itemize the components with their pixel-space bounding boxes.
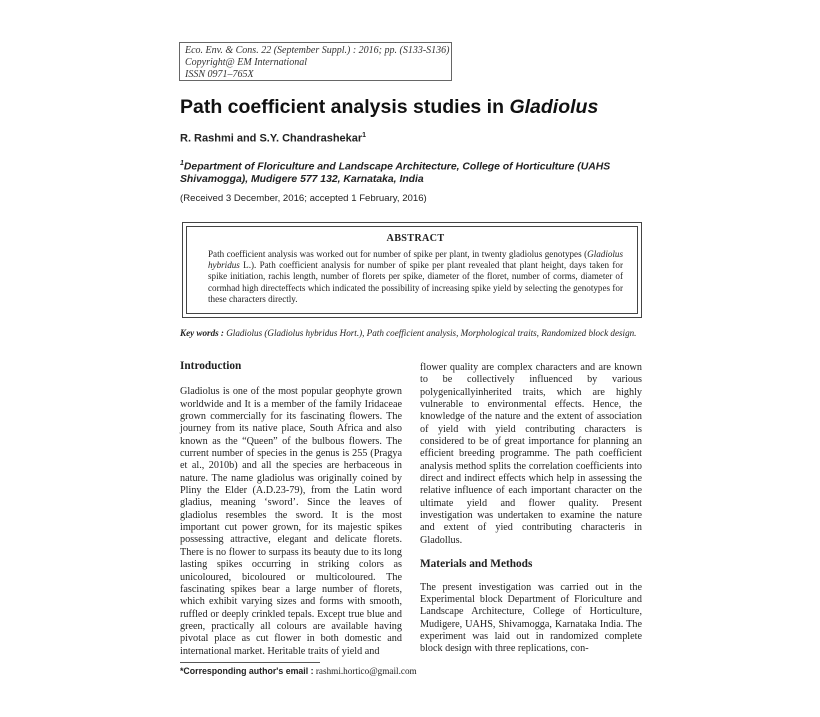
- affiliation-marker: 1: [180, 160, 184, 167]
- affiliation: [180, 157, 640, 186]
- abstract-text: [208, 249, 623, 305]
- abstract-text-start: Path coefficient analysis was worked out for number of spike per plant, in twenty gladiolus genotypes (: [208, 249, 588, 259]
- footnote-divider: [180, 662, 320, 663]
- journal-citation-box: [179, 42, 452, 81]
- affiliation-text: Department of Floriculture and Landscape Architecture, College of Horticulture (UAHS Shivamogga), Mudigere 577 132, Karnataka, India: [180, 161, 611, 186]
- journal-copyright-line: Copyright@ EM International: [185, 57, 307, 68]
- left-column: [180, 360, 402, 658]
- footnote-label: *Corresponding author's email :: [180, 666, 314, 676]
- paper-title: [180, 96, 598, 119]
- journal-issn-line: ISSN 0971–765X: [185, 69, 254, 80]
- methods-heading: Materials and Methods: [420, 558, 533, 571]
- author-names: R. Rashmi and S.Y. Chandrashekar: [180, 132, 363, 145]
- journal-citation-line: Eco. Env. & Cons. 22 (September Suppl.) : 2016; pp. (S133-S136): [185, 45, 450, 56]
- corresponding-author-footnote: [180, 666, 417, 676]
- keywords-line: [180, 328, 650, 338]
- introduction-heading: Introduction: [180, 360, 242, 372]
- author-affiliation-marker: 1: [362, 132, 367, 139]
- corresponding-email[interactable]: rashmi.hortico@gmail.com: [315, 666, 417, 676]
- right-column: [420, 362, 642, 656]
- received-dates: (Received 3 December, 2016; accepted 1 February, 2016): [180, 193, 427, 204]
- abstract-inner-frame: [186, 226, 638, 314]
- abstract-heading: ABSTRACT: [386, 233, 445, 244]
- keywords-label: Key words :: [180, 328, 224, 338]
- introduction-paragraph: Gladiolus is one of the most popular geophyte grown worldwide and It is a member of the family Iridaceae grown commercially for its fascinating flowers. The journey from its native place, South Africa and also known as the “Queen” of the bulbous flowers. The current number of species in the genus is 255 (Pragya et al., 2010b) and all the species are herbaceous in nature. The name gladiolus was originally coined by Pliny the Elder (A.D.23-79), from the Latin word gladius, meaning ‘sword’. Since the leaves of gladiolus resembles the sword. It is the most important cut power grown, for its majestic spikes possessing attractive, elegant and delicate florets. There is no flower to surpass its beauty due to its long lasting spikes occurring in striking colors as unicoloured, bicoloured or multicoloured. The fascinating spikes bear a large number of florets, which exhibit varying sizes and forms with smooth, ruffled or deeply crinkled tepals. Except true blue and green, practically all colours are available having pivotal place as cut flower in both domestic and international market. Heritable traits of yield and: [180, 386, 402, 657]
- paper-title-genus: Gladiolus: [509, 96, 599, 118]
- abstract-text-end: L.). Path coefficient analysis for number of spike per plant revealed that plant height, days taken for spike initiation, rachis length, number of florets per spike, diameter of the floret, number of corms, diameter of cormhad high directeffects which indicated the possibility of increasing spike yield by selecting the genotypes for these characters directly.: [208, 260, 623, 304]
- author-list: [180, 132, 366, 145]
- abstract-species-name: Gladiolus hybridus: [208, 249, 623, 271]
- paper-title-prefix: Path coefficient analysis studies in: [180, 96, 510, 118]
- methods-paragraph: The present investigation was carried out in the Experimental block Department of Floriculture and Landscape Architecture, College of Horticulture, Mudigere, UAHS, Shivamogga, Karnataka India. The experiment was laid out in randomized complete block design with three replications, con-: [420, 581, 642, 655]
- keywords-text: Gladiolus (Gladiolus hybridus Hort.), Path coefficient analysis, Morphological traits, Randomized block design.: [226, 328, 637, 338]
- abstract-box: [182, 222, 642, 318]
- introduction-continued-paragraph: flower quality are complex characters and are known to be collectively influenced by various polygenicallyinherited traits, which are highly vulnerable to environmental effects. Hence, the knowledge of the nature and the extent of association of yield with yield contributing characters is considered to be of great importance for planning an efficient breeding programme. The path coefficient analysis method splits the correlation coefficients into direct and indirect effects which help in assessing the relative influence of each important character on the ultimate yield and flower quality. Present investigation was undertaken to examine the nature and extent of yied contributing characteris in Gladollus.: [420, 362, 642, 546]
